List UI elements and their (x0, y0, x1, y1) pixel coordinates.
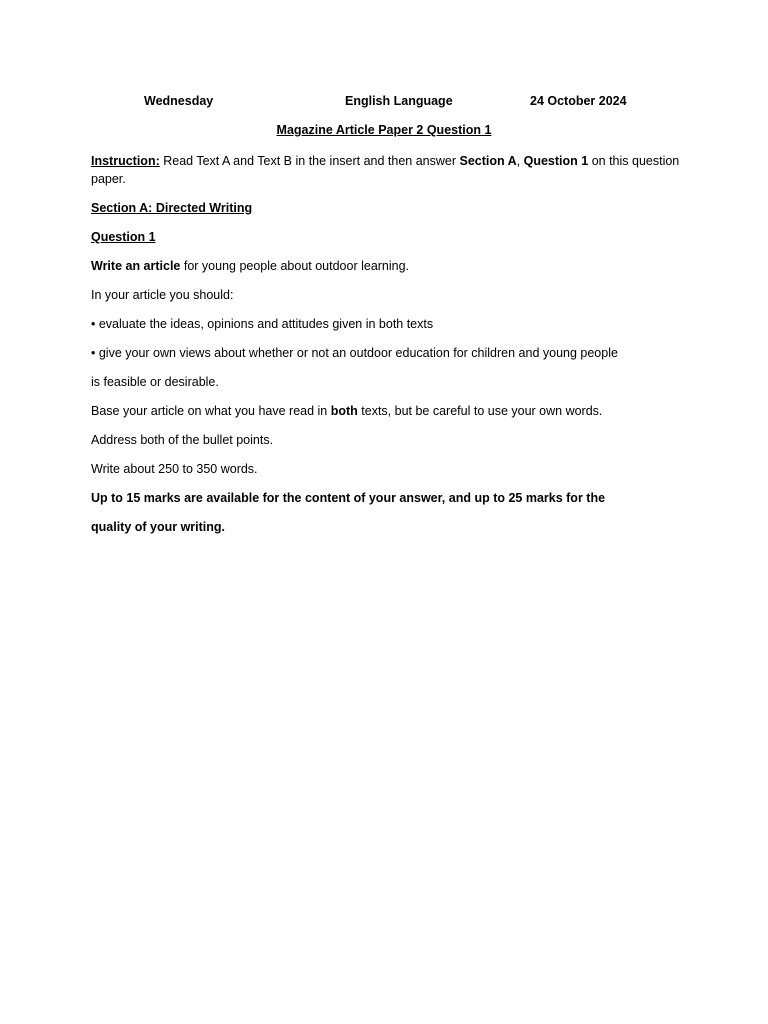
base-text-2: texts, but be careful to use your own words. (357, 404, 603, 418)
instruction-comma: , (516, 154, 524, 168)
instruction-label: Instruction: (91, 154, 160, 168)
base-paragraph (91, 402, 681, 420)
header-row (0, 94, 768, 112)
instruction-question: Question 1 (523, 154, 589, 168)
task-paragraph (91, 257, 681, 275)
header-subject: English Language (345, 94, 453, 108)
address-paragraph: Address both of the bullet points. (91, 433, 274, 447)
marks-line-1: Up to 15 marks are available for the content of your answer, and up to 25 marks for the (91, 491, 606, 505)
word-count-paragraph: Write about 250 to 350 words. (91, 462, 258, 476)
document-body (91, 152, 681, 547)
task-bold: Write an article (91, 259, 181, 273)
bullet-1: • evaluate the ideas, opinions and attitudes given in both texts (91, 317, 434, 331)
base-bold: both (330, 404, 358, 418)
instruction-paragraph (91, 152, 681, 188)
marks-line-2: quality of your writing. (91, 520, 226, 534)
instruction-text-2: on this question paper. (91, 154, 680, 186)
bullet-2: • give your own views about whether or not an outdoor education for children and young people (91, 346, 618, 360)
section-heading: Section A: Directed Writing (91, 201, 253, 215)
header-day: Wednesday (144, 94, 214, 108)
question-heading: Question 1 (91, 230, 156, 244)
task-rest: for young people about outdoor learning. (180, 259, 410, 273)
instruction-section: Section A (459, 154, 517, 168)
intro-paragraph: In your article you should: (91, 288, 234, 302)
document-title: Magazine Article Paper 2 Question 1 (276, 123, 492, 137)
bullet-2-continuation: is feasible or desirable. (91, 375, 219, 389)
base-text-1: Base your article on what you have read in (91, 404, 331, 418)
instruction-text-1: Read Text A and Text B in the insert and then answer (159, 154, 460, 168)
header-date: 24 October 2024 (530, 94, 627, 108)
